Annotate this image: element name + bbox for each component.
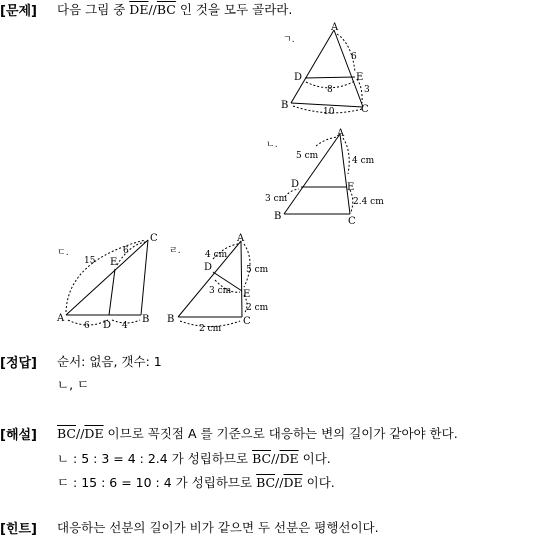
g3-len-db: 4 — [122, 321, 128, 331]
solution-l2-post: 이다. — [298, 451, 331, 466]
g2-label-b: B — [274, 211, 282, 222]
g4-label-b: B — [167, 314, 175, 325]
g3-len-ac: 15 — [84, 256, 96, 266]
solution-line3 — [57, 473, 335, 491]
g1-len-ae: 6 — [351, 52, 357, 62]
g4-len-bc: 2 cm — [199, 324, 222, 334]
g1-label-d: D — [294, 72, 303, 83]
g1-len-de: 8 — [327, 85, 333, 95]
solution-l1-seg-de: $\overline{DE}$ — [84, 426, 104, 441]
g2-len-ad: 5 cm — [296, 151, 319, 161]
g4-label-a: A — [237, 233, 245, 244]
g1-label-b: B — [281, 100, 289, 111]
g4-len-ec: 2 cm — [246, 303, 269, 313]
solution-l3-post: 이다. — [302, 475, 335, 490]
answer-line2: ㄴ, ㄷ — [57, 377, 90, 392]
g1-len-bc: 10 — [323, 107, 335, 117]
g3-label-d: D — [103, 320, 112, 331]
g2-len-ae: 4 cm — [352, 156, 375, 166]
g4-mark: ㄹ. — [169, 246, 181, 256]
g1-label-e: E — [356, 72, 364, 83]
solution-l1-seg-bc: $\overline{BC}$ — [57, 426, 76, 441]
g4-len-ad: 4 cm — [205, 250, 228, 260]
g4-len-de: 3 cm — [209, 286, 232, 296]
problem-slash: // — [148, 2, 157, 17]
g1-len-ec: 3 — [364, 85, 370, 95]
hint-text: 대응하는 선분의 길이가 비가 같으면 두 선분은 평행선이다. — [57, 520, 379, 535]
g3-len-ec: 6 — [123, 246, 129, 256]
problem-text-before: 다음 그림 중 — [57, 2, 130, 17]
solution-l3-pre: ㄷ : 15 : 6 = 10 : 4 가 성립하므로 — [57, 475, 257, 490]
g3-mark: ㄷ. — [57, 248, 69, 258]
g3-label-a: A — [57, 313, 65, 324]
g4-label-e: E — [243, 289, 251, 300]
answer-line1: 순서: 없음, 갯수: 1 — [57, 354, 162, 369]
problem-tag: [문제] — [0, 4, 37, 19]
solution-l2-seg-bc: $\overline{BC}$ — [252, 451, 272, 466]
g3-label-e: E — [110, 257, 118, 268]
problem-seg-de: $\overline{DE}$ — [129, 2, 149, 17]
g2-label-e: E — [347, 182, 355, 193]
g2-label-a: A — [337, 128, 345, 139]
g2-len-ec: 2.4 cm — [353, 197, 384, 207]
g2-label-d: D — [291, 179, 300, 190]
solution-l3-seg-de: $\overline{DE}$ — [283, 475, 303, 490]
g2-mark: ㄴ. — [266, 140, 278, 150]
g1-label-c: C — [361, 104, 369, 115]
solution-l2-pre: ㄴ : 5 : 3 = 4 : 2.4 가 성립하므로 — [57, 451, 253, 466]
g2-label-c: C — [348, 216, 356, 227]
solution-l1-slash: // — [75, 426, 85, 441]
g4-label-c: C — [243, 316, 251, 327]
g4-len-ae: 5 cm — [246, 265, 269, 275]
solution-l3-seg-bc: $\overline{BC}$ — [256, 475, 276, 490]
solution-l2-slash: // — [271, 451, 280, 466]
solution-l3-slash: // — [275, 475, 284, 490]
problem-seg-bc: $\overline{BC}$ — [156, 2, 176, 17]
solution-line2 — [57, 449, 331, 467]
g1-mark: ㄱ. — [283, 35, 295, 45]
answer-tag: [정답] — [0, 356, 37, 371]
g3-len-ad: 6 — [84, 321, 90, 331]
solution-line1 — [57, 424, 458, 442]
g3-label-c: C — [150, 233, 158, 244]
g2-len-db: 3 cm — [265, 194, 288, 204]
solution-l1-text: 이므로 꼭짓점 A 를 기준으로 대응하는 변의 길이가 같아야 한다. — [103, 426, 458, 441]
g1-label-a: A — [331, 22, 339, 33]
problem-text-after: 인 것을 모두 골라라. — [175, 2, 293, 17]
solution-l2-seg-de: $\overline{DE}$ — [279, 451, 299, 466]
hint-tag: [힌트] — [0, 522, 37, 537]
g4-label-d: D — [204, 262, 213, 273]
solution-tag: [해설] — [0, 428, 37, 443]
g3-label-b: B — [142, 314, 150, 325]
